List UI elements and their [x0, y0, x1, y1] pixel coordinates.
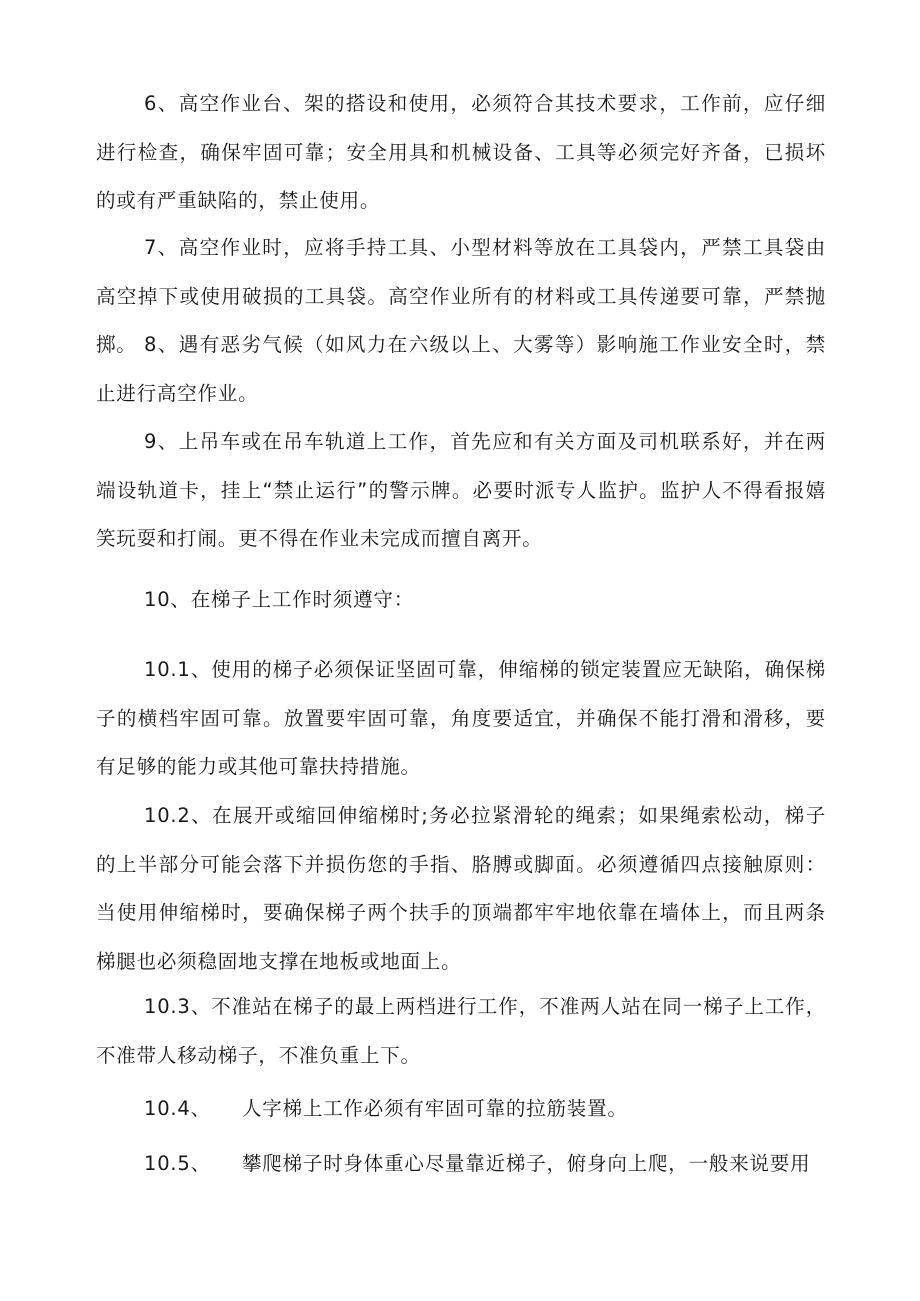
paragraph-item-9: 9、上吊车或在吊车轨道上工作，首先应和有关方面及司机联系好，并在两端设轨道卡，挂上“禁止运行”的警示牌。必要时派专人监护。监护人不得看报嬉笑玩耍和打闹。更不得在作业未完成而擅自离开。	[96, 430, 826, 550]
paragraph-item-10: 10、在梯子上工作时须遵守：	[144, 588, 415, 611]
item-10-5-label: 10.5、	[144, 1152, 211, 1175]
item-10-4-label: 10.4、	[144, 1097, 211, 1120]
paragraph-item-10-2: 10.2、在展开或缩回伸缩梯时;务必拉紧滑轮的绳索；如果绳索松动，梯子的上半部分可能会落下并损伤您的手指、胳膊或脚面。必须遵循四点接触原则：当使用伸缩梯时，要确保梯子两个扶手的顶端都牢牢地依靠在墙体上，而且两条梯腿也必须稳固地支撑在地板或地面上。	[96, 804, 826, 973]
paragraph-item-6: 6、高空作业台、架的搭设和使用，必须符合其技术要求，工作前，应仔细进行检查，确保牢固可靠；安全用具和机械设备、工具等必须完好齐备，已损坏的或有严重缺陷的，禁止使用。	[96, 92, 826, 212]
paragraph-item-7: 7、高空作业时，应将手持工具、小型材料等放在工具袋内，严禁工具袋由高空掉下或使用破损的工具袋。高空作业所有的材料或工具传递要可靠，严禁抛掷。	[96, 236, 826, 356]
paragraph-item-10-3: 10.3、不准站在梯子的最上两档进行工作，不准两人站在同一梯子上工作，不准带人移动梯子，不准负重上下。	[96, 995, 826, 1067]
paragraph-item-10-1: 10.1、使用的梯子必须保证坚固可靠，伸缩梯的锁定装置应无缺陷，确保梯子的横档牢固可靠。放置要牢固可靠，角度要适宜，并确保不能打滑和滑移，要有足够的能力或其他可靠扶持措施。	[96, 658, 826, 778]
paragraph-item-8: 8、遇有恶劣气候（如风力在六级以上、大雾等）影响施工作业安全时，禁止进行高空作业。	[96, 333, 826, 405]
item-10-4-text: 人字梯上工作必须有牢固可靠的拉筋装置。	[242, 1097, 628, 1120]
item-10-5-text: 攀爬梯子时身体重心尽量靠近梯子，俯身向上爬，一般来说要用	[242, 1152, 811, 1175]
